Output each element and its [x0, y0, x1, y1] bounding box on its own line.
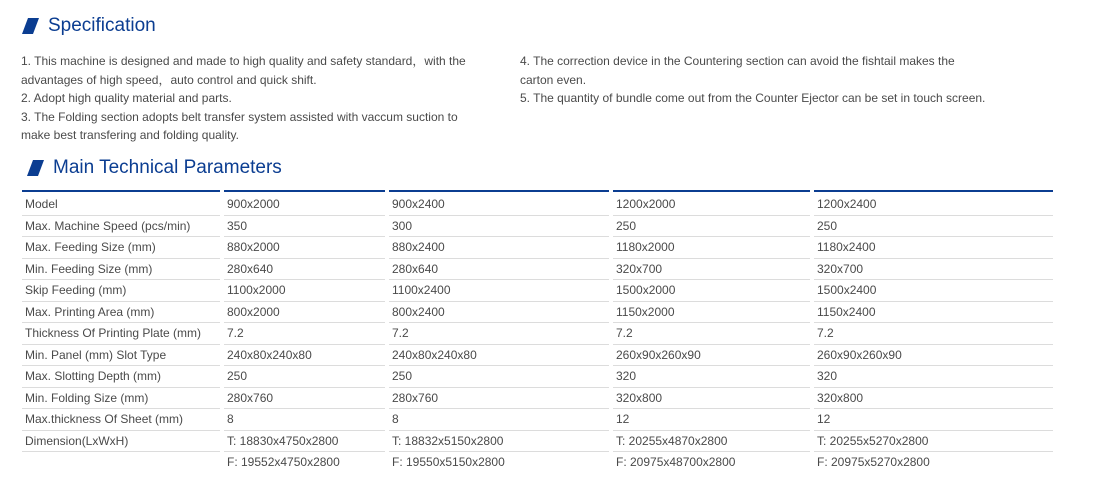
- parameter-value: 280x640: [389, 258, 609, 280]
- parameter-label: Thickness Of Printing Plate (mm): [22, 323, 220, 345]
- parameter-label: Max. Feeding Size (mm): [22, 237, 220, 259]
- table-row: [22, 452, 1053, 473]
- table-row: [22, 323, 1053, 345]
- parameter-value: 7.2: [814, 323, 1053, 345]
- table-row: [22, 344, 1053, 366]
- parameter-value: 250: [389, 366, 609, 388]
- table-row: [22, 430, 1053, 452]
- parameter-value: 320: [613, 366, 810, 388]
- parameters-title: Main Technical Parameters: [53, 157, 282, 178]
- parameter-label: Min. Panel (mm) Slot Type: [22, 344, 220, 366]
- parameter-label: Model: [22, 194, 220, 215]
- table-row: [22, 409, 1053, 431]
- parameter-value: 1200x2000: [613, 194, 810, 215]
- parameter-value: 7.2: [389, 323, 609, 345]
- parameter-value: T: 20255x5270x2800: [814, 430, 1053, 452]
- parameter-value: T: 18830x4750x2800: [224, 430, 385, 452]
- parameter-value: 280x640: [224, 258, 385, 280]
- parameter-value: 1150x2400: [814, 301, 1053, 323]
- table-row: [22, 258, 1053, 280]
- parameter-value: 260x90x260x90: [814, 344, 1053, 366]
- parameter-label: Max. Slotting Depth (mm): [22, 366, 220, 388]
- parameter-value: 1100x2000: [224, 280, 385, 302]
- parameter-value: 320x800: [814, 387, 1053, 409]
- parameter-value: 1150x2000: [613, 301, 810, 323]
- parameter-value: 240x80x240x80: [389, 344, 609, 366]
- parameter-value: 7.2: [613, 323, 810, 345]
- table-row: [22, 237, 1053, 259]
- parameter-value: T: 20255x4870x2800: [613, 430, 810, 452]
- spec-item-3: 3. The Folding section adopts belt transfer system assisted with vaccum suction to make best transfering and folding quality.: [21, 109, 458, 142]
- parameter-value: 880x2000: [224, 237, 385, 259]
- parameter-value: F: 19552x4750x2800: [227, 455, 340, 469]
- parameter-value: 880x2400: [389, 237, 609, 259]
- parameter-value: 350: [224, 215, 385, 237]
- parameter-value: 250: [224, 366, 385, 388]
- specification-title: Specification: [48, 15, 156, 36]
- parameter-value: 1180x2400: [814, 237, 1053, 259]
- parameter-value: 240x80x240x80: [224, 344, 385, 366]
- parameter-value: 320: [814, 366, 1053, 388]
- specification-heading: [22, 15, 156, 37]
- parameter-value: T: 18832x5150x2800: [389, 430, 609, 452]
- parameter-value: 260x90x260x90: [613, 344, 810, 366]
- specification-list-left: [21, 52, 481, 145]
- parameters-heading: [27, 157, 282, 179]
- parameter-label: Max.thickness Of Sheet (mm): [22, 409, 220, 431]
- table-row: [22, 215, 1053, 237]
- parameter-value: 280x760: [224, 387, 385, 409]
- parameter-value: 1200x2400: [814, 194, 1053, 215]
- parameter-value: 320x800: [613, 387, 810, 409]
- parameter-value: 1500x2000: [613, 280, 810, 302]
- table-row: [22, 301, 1053, 323]
- parameter-value: 8: [224, 409, 385, 431]
- parameters-table-body: [22, 194, 1053, 472]
- spec-item-1: 1. This machine is designed and made to high quality and safety standard，with the advantages of high speed，auto control and quick shift.: [21, 54, 466, 87]
- parameter-value: F: 20975x48700x2800: [616, 455, 736, 469]
- table-row: [22, 280, 1053, 302]
- parameter-label: Skip Feeding (mm): [22, 280, 220, 302]
- slash-icon: [27, 160, 45, 176]
- parameter-value: 8: [389, 409, 609, 431]
- parameter-label: Min. Feeding Size (mm): [22, 258, 220, 280]
- parameter-label: [22, 452, 220, 473]
- parameter-value: 800x2400: [389, 301, 609, 323]
- parameter-value: 1180x2000: [613, 237, 810, 259]
- parameter-value: 12: [814, 409, 1053, 431]
- spec-item-2: 2. Adopt high quality material and parts.: [21, 91, 232, 105]
- table-row: [22, 387, 1053, 409]
- parameter-value: F: 19550x5150x2800: [392, 455, 505, 469]
- parameter-value: 900x2000: [224, 194, 385, 215]
- parameter-value: 250: [814, 215, 1053, 237]
- parameter-value: F: 20975x5270x2800: [817, 455, 930, 469]
- parameter-value: 12: [613, 409, 810, 431]
- parameter-label: Min. Folding Size (mm): [22, 387, 220, 409]
- parameter-value: 7.2: [224, 323, 385, 345]
- parameter-value: 280x760: [389, 387, 609, 409]
- parameter-value: 1100x2400: [389, 280, 609, 302]
- parameters-table: [22, 190, 1053, 472]
- table-row: [22, 366, 1053, 388]
- specification-list-right: [520, 52, 990, 108]
- parameter-value: 800x2000: [224, 301, 385, 323]
- parameter-label: Max. Printing Area (mm): [22, 301, 220, 323]
- slash-icon: [22, 18, 40, 34]
- parameter-value: 320x700: [814, 258, 1053, 280]
- parameter-value: 1500x2400: [814, 280, 1053, 302]
- parameter-value: 900x2400: [389, 194, 609, 215]
- spec-item-4: 4. The correction device in the Countering section can avoid the fishtail makes the carton even.: [520, 54, 955, 87]
- parameter-value: 250: [613, 215, 810, 237]
- table-row: [22, 194, 1053, 215]
- parameter-value: 320x700: [613, 258, 810, 280]
- parameter-label: Dimension(LxWxH): [22, 430, 220, 452]
- spec-item-5: 5. The quantity of bundle come out from the Counter Ejector can be set in touch screen.: [520, 91, 986, 105]
- parameter-value: 300: [389, 215, 609, 237]
- parameter-label: Max. Machine Speed (pcs/min): [22, 215, 220, 237]
